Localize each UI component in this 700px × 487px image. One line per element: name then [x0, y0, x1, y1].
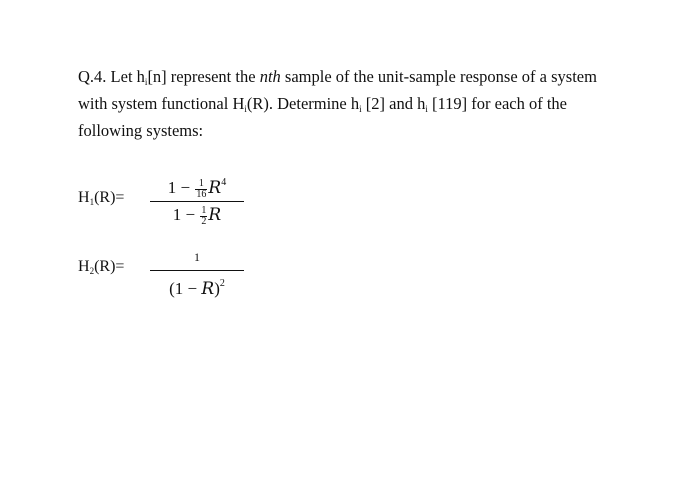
h1-label: $H_1(R)=$ — [78, 189, 125, 207]
h2-label: $H_2(R)=$ — [78, 258, 125, 276]
question-line-1: Q.4. Let $h_i[n]$ represent the nth sample of the unit-sample response of a system — [78, 67, 597, 87]
h1-numerator: 1 − $\frac{1}{16}$ $R^4$ — [167, 177, 227, 200]
h1-num-small-fraction: $\frac{1}{16}$ — [196, 177, 207, 200]
h1-fraction — [150, 170, 244, 228]
question-number: Q.4. — [78, 67, 107, 86]
h2-denominator: $(1 - R)^2$ — [169, 278, 225, 299]
h1-den-small-fraction: $\frac{1}{2}$ — [201, 204, 207, 227]
h2-numerator: 1 — [194, 250, 200, 264]
question-text — [78, 66, 678, 141]
question-line-2: with system functional $H_i(R)$. Determine $h_i$ [2] and $h_i$ [119] for each of the — [78, 94, 567, 114]
h1-denominator: 1 − $\frac{1}{2}$ R — [172, 204, 222, 227]
question-line-3: following systems: — [78, 121, 204, 140]
h2-fraction — [150, 244, 244, 302]
